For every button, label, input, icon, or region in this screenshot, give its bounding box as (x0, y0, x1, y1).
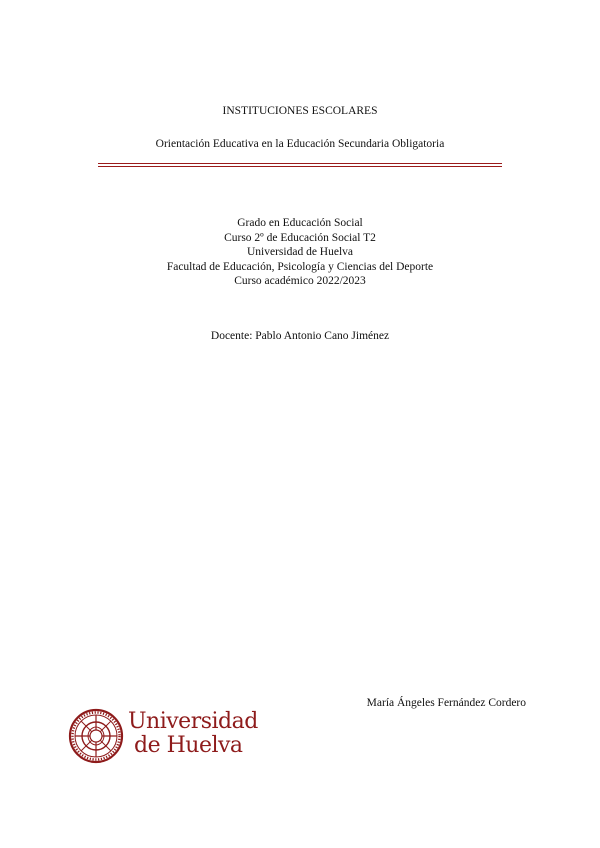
university-logo-wordmark (128, 710, 258, 758)
university-logo (68, 708, 258, 764)
degree-line: Grado en Educación Social (237, 217, 363, 229)
university-seal-icon (68, 708, 124, 764)
document-title: INSTITUCIONES ESCOLARES (222, 105, 378, 117)
title-divider-top (98, 163, 502, 164)
logo-line-2: de Huelva (134, 733, 243, 758)
document-subtitle: Orientación Educativa en la Educación Secundaria Obligatoria (155, 138, 445, 150)
faculty-line: Facultad de Educación, Psicología y Ciencias del Deporte (166, 260, 434, 273)
academic-year-line: Curso académico 2022/2023 (234, 275, 366, 287)
course-line: Curso 2º de Educación Social T2 (224, 231, 376, 244)
logo-line-1: Universidad (128, 709, 258, 734)
university-line: Universidad de Huelva (246, 246, 354, 258)
teacher-line: Docente: Pablo Antonio Cano Jiménez (210, 330, 390, 342)
title-divider-bottom (98, 166, 502, 167)
author-name: María Ángeles Fernández Cordero (366, 697, 526, 709)
course-info (0, 216, 600, 289)
